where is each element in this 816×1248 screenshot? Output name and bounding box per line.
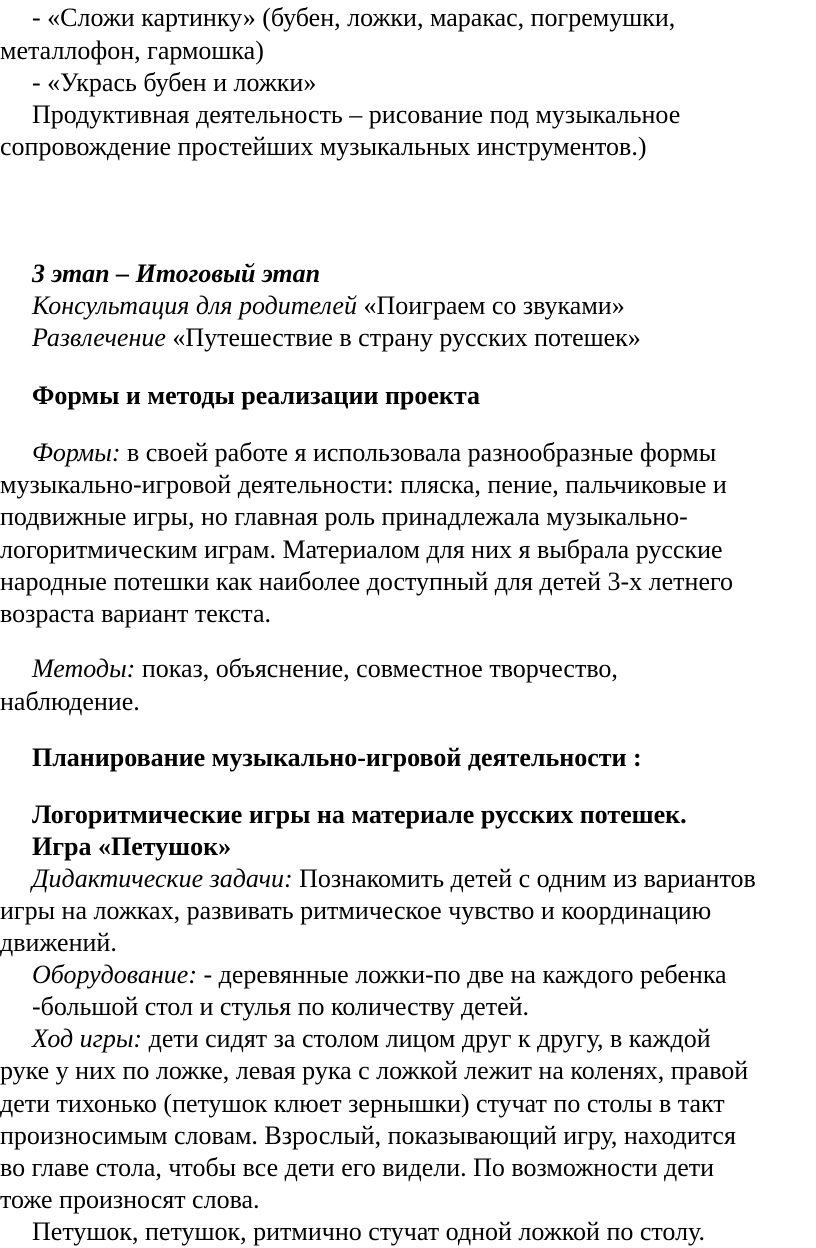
methods-line [32, 653, 618, 685]
course-label: Ход игры: [32, 1024, 143, 1053]
text-line: -большой стол и стулья по количеству детей. [32, 992, 530, 1021]
consultation-text: «Поиграем со звуками» [356, 291, 625, 320]
text-line: возраста вариант текста. [0, 599, 272, 628]
equipment-line [32, 959, 727, 991]
forms-line [32, 437, 716, 469]
entertainment-text: «Путешествие в страну русских потешек» [165, 323, 641, 352]
stage-3-title: 3 этап – Итоговый этап [32, 259, 321, 288]
planning-heading: Планирование музыкально-игровой деятельности : [32, 743, 642, 772]
course-line [32, 1023, 711, 1055]
text-line: подвижные игры, но главная роль принадлежала музыкально- [0, 502, 688, 531]
equipment-text: - деревянные ложки-по две на каждого ребенка [197, 960, 727, 989]
text-line: во главе стола, чтобы все дети его видели. По возможности дети [0, 1153, 715, 1182]
text-line: произносимым словам. Взрослый, показывающий игру, находится [0, 1121, 736, 1150]
text-line: игры на ложках, развивать ритмическое чувство и координацию [0, 896, 712, 925]
text-line: металлофон, гармошка) [0, 36, 264, 65]
text-line: Продуктивная деятельность – рисование под музыкальное [32, 100, 681, 129]
text-line: логоритмическим играм. Материалом для них я выбрала русские [0, 535, 723, 564]
text-line: сопровождение простейших музыкальных инструментов.) [0, 132, 647, 161]
forms-label: Формы: [32, 438, 121, 467]
text-line: руке у них по ложке, левая рука с ложкой лежит на коленях, правой [0, 1056, 749, 1085]
text-line: тоже произносят слова. [0, 1185, 260, 1214]
text-line: Петушок, петушок, ритмично стучат одной ложкой по столу. [32, 1217, 705, 1246]
consultation-label: Консультация для родителей [32, 291, 357, 320]
didactic-text: Познакомить детей с одним из вариантов [292, 864, 756, 893]
text-line: дети тихонько (петушок клюет зернышки) стучат по столы в такт [0, 1089, 725, 1118]
entertainment-label: Развлечение [32, 323, 166, 352]
text-line: - «Укрась бубен и ложки» [32, 68, 317, 97]
consultation-line [32, 290, 625, 322]
course-text: дети сидят за столом лицом друг к другу, в каждой [142, 1024, 711, 1053]
methods-label: Методы: [32, 654, 136, 683]
methods-text: показ, объяснение, совместное творчество, [135, 654, 618, 683]
entertainment-line [32, 322, 641, 354]
forms-text: в своей работе я использовала разнообразные формы [120, 438, 717, 467]
forms-methods-heading: Формы и методы реализации проекта [32, 381, 481, 410]
didactic-line [32, 863, 756, 895]
text-line: - «Сложи картинку» (бубен, ложки, маракас, погремушки, [32, 3, 676, 32]
equipment-label: Оборудование: [32, 960, 197, 989]
text-line: народные потешки как наиболее доступный для детей 3-х летнего [0, 567, 734, 596]
text-line: движений. [0, 928, 117, 957]
game-title: Игра «Петушок» [32, 832, 232, 861]
text-line: наблюдение. [0, 687, 140, 716]
logorhythmic-heading: Логоритмические игры на материале русских потешек. [32, 800, 687, 829]
text-line: музыкально-игровой деятельности: пляска, пение, пальчиковые и [0, 470, 727, 499]
didactic-label: Дидактические задачи: [32, 864, 293, 893]
